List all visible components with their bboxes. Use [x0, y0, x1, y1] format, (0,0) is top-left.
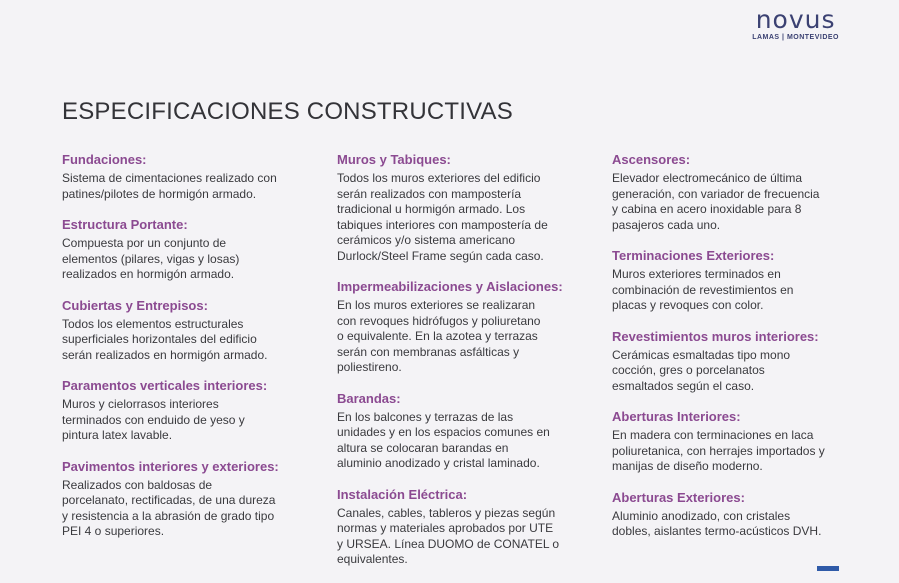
section-heading: Cubiertas y Entrepisos:: [62, 297, 208, 313]
section-body: Sistema de cimentaciones realizado con patines/pilotes de hormigón armado.: [62, 171, 277, 201]
section-paramentos-verticales: [62, 378, 302, 444]
section-body: Compuesta por un conjunto de elementos (pilares, vigas y losas) realizados en hormigón armado.: [62, 236, 240, 281]
section-muros-tabiques: [337, 152, 577, 264]
section-revestimientos-interiores: [612, 329, 852, 395]
section-heading: Terminaciones Exteriores:: [612, 248, 775, 263]
column-3: [612, 152, 852, 555]
section-body: Todos los elementos estructurales superficiales horizontales del edificio serán realizados en hormigón armado.: [62, 316, 268, 362]
section-body: En los balcones y terrazas de las unidades y en los espacios comunes en altura se colocaran barandas en aluminio anodizado y cristal laminado.: [337, 409, 550, 470]
section-fundaciones: [62, 152, 302, 202]
section-heading: Impermeabilizaciones y Aislaciones:: [337, 279, 563, 294]
section-body: En madera con terminaciones en laca poliuretanica, con herrajes importados y manijas de diseño moderno.: [612, 428, 825, 473]
section-heading: Muros y Tabiques:: [337, 152, 451, 167]
column-1: [62, 152, 302, 555]
section-heading: Fundaciones:: [62, 152, 147, 167]
logo-subtitle: LAMAS | MONTEVIDEO: [752, 34, 839, 41]
section-heading: Ascensores:: [612, 152, 691, 167]
section-impermeabilizaciones: [337, 279, 577, 376]
section-terminaciones-exteriores: [612, 248, 852, 314]
section-body: Cerámicas esmaltadas tipo mono cocción, gres o porcelanatos esmaltados según el caso.: [612, 347, 791, 393]
section-body: Todos los muros exteriores del edificio serán realizados con mampostería tradicional u hormigón armado. Los tabiques interiores con mampostería de cerámicos y/o sistema americano Durlock/Steel Frame según cada caso.: [337, 171, 548, 263]
section-body: En los muros exteriores se realizaran con revoques hidrófugos y poliuretano o equivalente. En la azotea y terrazas serán con membranas asfálticas y poliestireno.: [337, 298, 541, 374]
section-body: Canales, cables, tableros y piezas según normas y materiales aprobados por UTE y URSEA. Línea DUOMO de CONATEL o equivalentes.: [337, 505, 560, 566]
page-title: ESPECIFICACIONES CONSTRUCTIVAS: [62, 98, 513, 125]
logo-wordmark: novus: [755, 5, 836, 34]
section-barandas: [337, 391, 577, 472]
section-heading: Aberturas Exteriores:: [612, 489, 745, 505]
section-aberturas-interiores: [612, 409, 852, 475]
section-body: Realizados con baldosas de porcelanato, rectificadas, de una dureza y resistencia a la abrasión de grado tipo PEI 4 o superiores.: [62, 477, 276, 538]
section-heading: Pavimentos interiores y exteriores:: [62, 458, 279, 474]
section-heading: Paramentos verticales interiores:: [62, 378, 268, 393]
column-2: [337, 152, 577, 583]
novus-logo: [752, 6, 839, 42]
section-heading: Estructura Portante:: [62, 217, 188, 232]
section-body: Muros exteriores terminados en combinación de revestimientos en placas y revoques con color.: [612, 267, 794, 312]
section-cubiertas-entrepisos: [62, 298, 302, 364]
section-body: Elevador electromecánico de última generación, con variador de frecuencia y cabina en acero inoxidable para 8 pasajeros cada uno.: [612, 171, 820, 232]
section-pavimentos: [62, 459, 302, 540]
corner-marker: [817, 566, 839, 571]
section-instalacion-electrica: [337, 487, 577, 568]
section-aberturas-exteriores: [612, 490, 852, 540]
section-heading: Aberturas Interiores:: [612, 409, 741, 424]
section-estructura-portante: [62, 217, 302, 283]
section-heading: Barandas:: [337, 390, 401, 406]
section-body: Aluminio anodizado, con cristales dobles, aislantes termo-acústicos DVH.: [612, 508, 822, 538]
section-heading: Revestimientos muros interiores:: [612, 328, 819, 344]
section-ascensores: [612, 152, 852, 233]
section-heading: Instalación Eléctrica:: [337, 486, 468, 502]
section-body: Muros y cielorrasos interiores terminados con enduido de yeso y pintura latex lavable.: [62, 397, 245, 442]
